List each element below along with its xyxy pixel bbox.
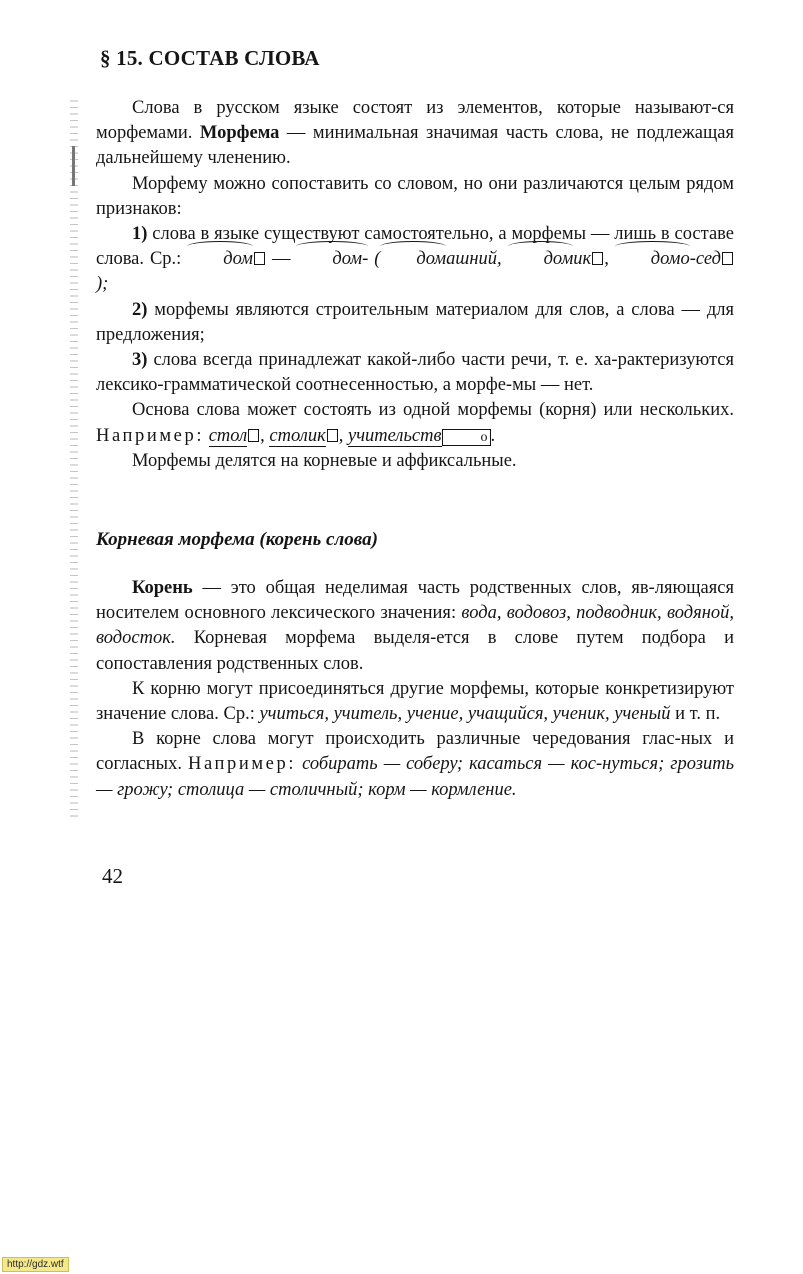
- example-stem: учительств: [348, 425, 442, 446]
- null-ending-box: [722, 252, 733, 265]
- watermark-link[interactable]: http://gdz.wtf: [2, 1257, 69, 1272]
- root-section-text: [96, 576, 734, 803]
- list-item-2: 2) морфемы являются строительным материалом для слов, а слова — для предложения;: [96, 299, 734, 345]
- paragraph-alternations: В корне слова могут происходить различные чередования глас-ных и согласных. Например: собирать — соберу; касаться — кос-нуться; грозить — грожу; столица — столичный; корм — кормление.: [96, 729, 734, 800]
- paragraph-morpheme-types: Морфемы делятся на корневые и аффиксальные.: [132, 450, 517, 471]
- paragraph-morpheme-definition: Слова в русском языке состоят из элементов, которые называют-ся морфемами. Морфема — минимальная значимая часть слова, не подлежащая дальнейшему членению.: [96, 98, 734, 169]
- scan-margin-artifact: [70, 100, 78, 820]
- example-words: вода, водовоз, подводник, водяной, водосток.: [96, 603, 735, 649]
- paragraph-word-stem: Основа слова может состоять из одной морфемы (корня) или нескольких. Например: стол , столик , учительств о .: [96, 400, 734, 446]
- subsection-heading: Корневая морфема (корень слова): [96, 529, 378, 550]
- example-words: собирать — соберу; касаться — кос-нуться; грозить — грожу; столица — столичный; корм — кормление.: [96, 754, 734, 800]
- section-heading: § 15. СОСТАВ СЛОВА: [100, 46, 320, 70]
- null-ending-box: [254, 252, 265, 265]
- list-item-3: 3) слова всегда принадлежат какой-либо части речи, т. е. ха-рактеризуются лексико-грамматической соотнесенностью, а морфе-мы — нет.: [96, 350, 734, 396]
- scan-margin-mark: [72, 146, 75, 186]
- example-word: дом-: [296, 247, 368, 272]
- example-stem: столик: [269, 425, 326, 446]
- example-stem: стол: [208, 425, 248, 446]
- intro-text: [96, 96, 734, 474]
- paragraph-comparison: Морфему можно сопоставить со словом, но они различаются целым рядом признаков:: [96, 173, 734, 219]
- paragraph-root-definition: Корень — это общая неделимая часть родственных слов, яв-ляющаяся носителем основного лексического значения: вода, водовоз, подводник, водяной, водосток. Корневая морфема выделя-ется в слове путем подбора и сопоставления родственных слов.: [96, 578, 735, 674]
- ending-box: о: [442, 429, 491, 446]
- null-ending-box: [327, 429, 338, 442]
- example-word: дом: [187, 247, 253, 272]
- null-ending-box: [248, 429, 259, 442]
- example-words: учиться, учитель, учение, учащийся, ученик, ученый: [259, 704, 671, 725]
- page-number: 42: [102, 864, 123, 888]
- list-item-1: 1) слова в языке существуют самостоятельно, а морфемы — лишь в составе слова. Ср.: дом — дом- ( домашний, домик , домо-сед);: [96, 224, 734, 295]
- paragraph-root-affixes: К корню могут присоединяться другие морфемы, которые конкретизируют значение слова. Ср.: учиться, учитель, учение, учащийся, ученик, ученый и т. п.: [96, 678, 734, 725]
- null-ending-box: [592, 252, 603, 265]
